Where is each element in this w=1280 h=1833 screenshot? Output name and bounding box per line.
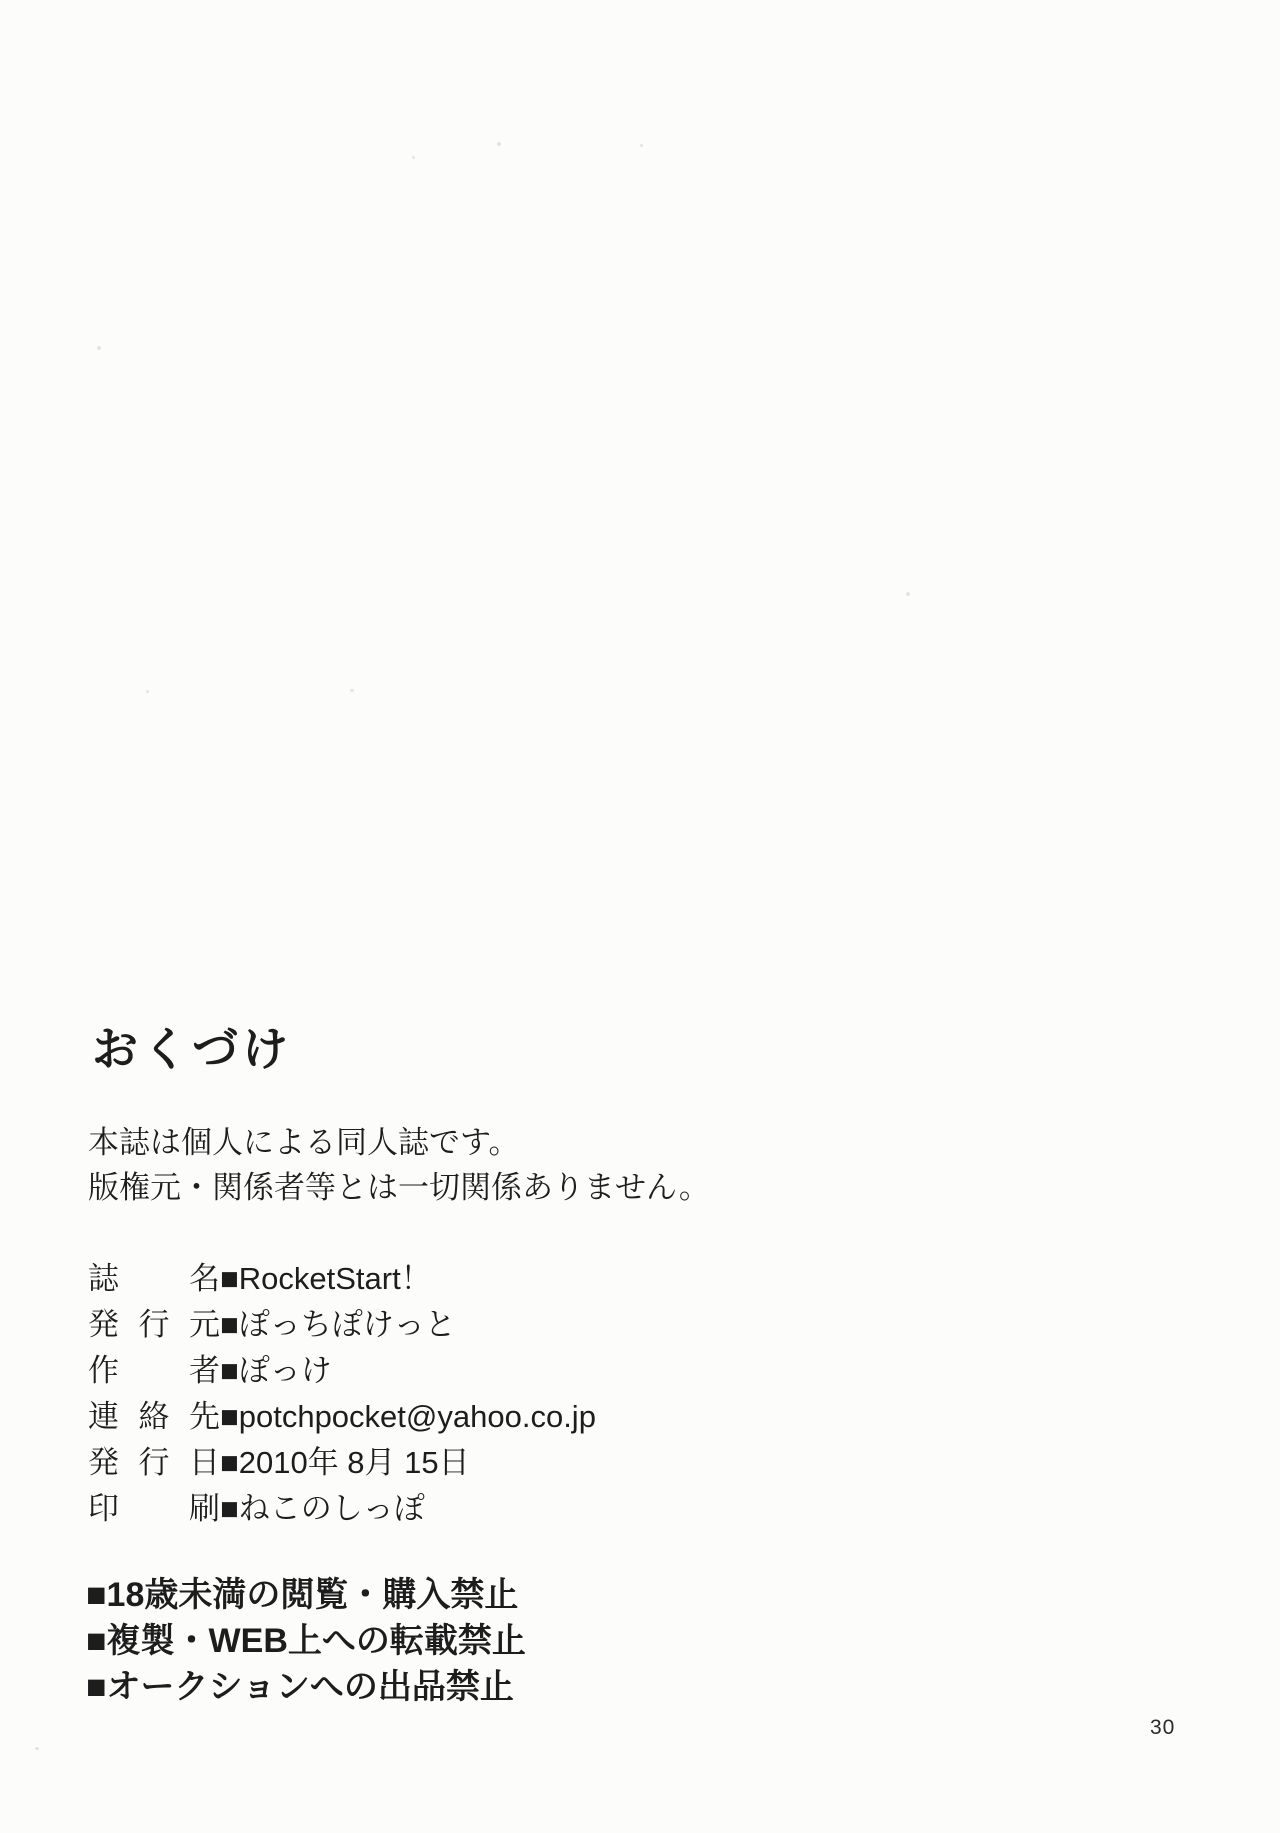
square-marker-icon: ■ (220, 1445, 239, 1480)
colophon-value: ぽっけ (238, 1353, 332, 1388)
square-marker-icon: ■ (220, 1261, 239, 1296)
colophon-label: 印 刷 (88, 1491, 220, 1526)
scan-speck (146, 690, 149, 693)
scan-speck (97, 346, 101, 350)
restriction-item (86, 1618, 526, 1664)
square-marker-icon: ■ (86, 1668, 107, 1706)
colophon-value: ぽっちぽけっと (238, 1307, 456, 1342)
colophon-label: 誌 名 (88, 1261, 220, 1296)
colophon-row-contact (88, 1394, 596, 1440)
colophon-list (88, 1256, 596, 1532)
square-marker-icon: ■ (86, 1622, 107, 1660)
colophon-label: 作 者 (88, 1353, 220, 1388)
colophon-value: RocketStart！ (238, 1261, 432, 1296)
colophon-row-title (88, 1256, 596, 1302)
colophon-row-publisher (88, 1302, 596, 1348)
restriction-text: オークションへの出品禁止 (106, 1668, 514, 1706)
disclaimer-paragraph (88, 1120, 710, 1210)
colophon-row-date (88, 1440, 596, 1486)
colophon-row-printer (88, 1486, 596, 1532)
colophon-value: ねこのしっぽ (238, 1491, 425, 1526)
square-marker-icon: ■ (220, 1353, 239, 1388)
colophon-value: 2010年 8月 15日 (238, 1445, 470, 1480)
restriction-item (86, 1664, 526, 1710)
scan-speck (350, 689, 354, 692)
scan-speck (906, 592, 910, 596)
page-number: 30 (1150, 1716, 1176, 1739)
square-marker-icon: ■ (86, 1576, 107, 1614)
restriction-item (86, 1572, 526, 1618)
scan-speck (497, 142, 501, 146)
restrictions-list (86, 1572, 526, 1710)
square-marker-icon: ■ (220, 1307, 239, 1342)
restriction-text: 複製・WEB上への転載禁止 (106, 1622, 526, 1660)
colophon-label: 連絡先 (88, 1399, 220, 1434)
square-marker-icon: ■ (220, 1399, 239, 1434)
restriction-text: 18歳未満の閲覧・購入禁止 (106, 1576, 519, 1614)
disclaimer-line: 版権元・関係者等とは一切関係ありません。 (88, 1170, 710, 1205)
scan-speck (640, 144, 643, 147)
colophon-label: 発行元 (88, 1307, 220, 1342)
colophon-value: potchpocket@yahoo.co.jp (238, 1399, 596, 1434)
scan-speck (412, 156, 415, 159)
scan-speck (35, 1747, 39, 1750)
square-marker-icon: ■ (220, 1491, 239, 1526)
colophon-label: 発行日 (88, 1445, 220, 1480)
page-title: おくづけ (92, 1024, 292, 1075)
colophon-row-author (88, 1348, 596, 1394)
disclaimer-line: 本誌は個人による同人誌です。 (88, 1125, 520, 1160)
